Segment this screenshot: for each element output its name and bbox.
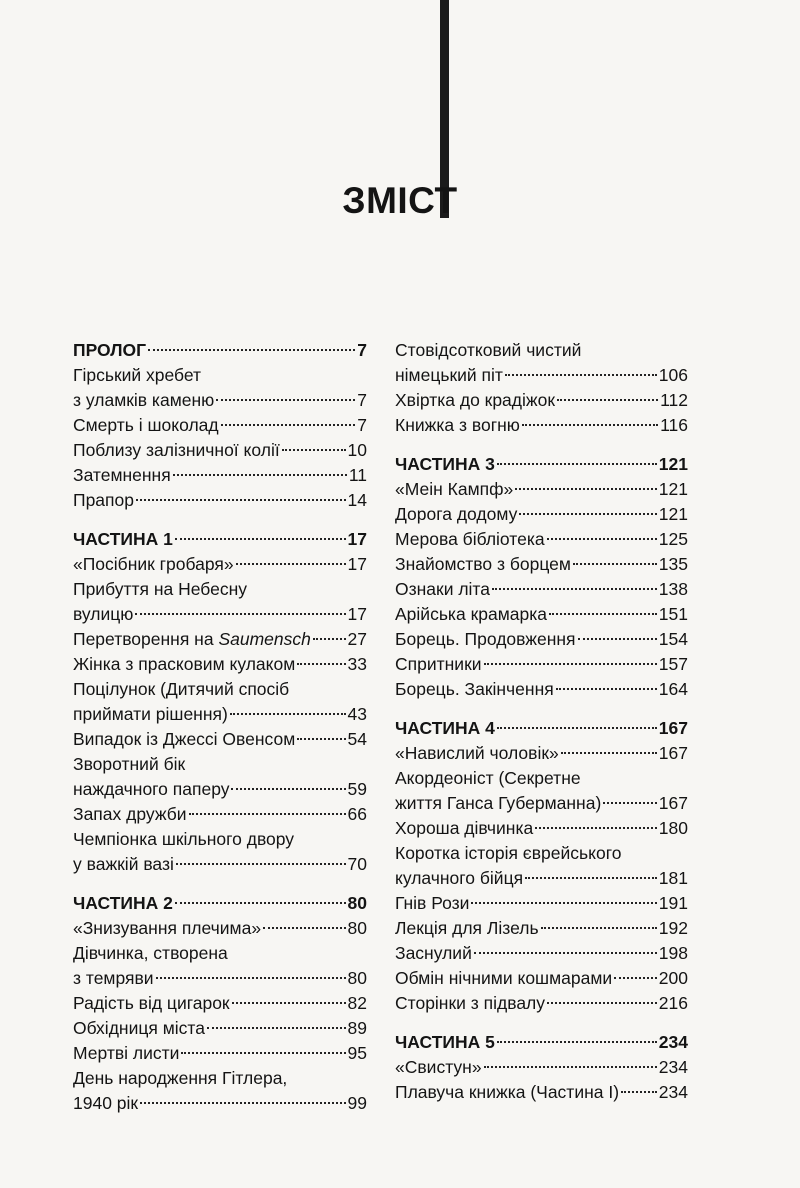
dot-leader <box>297 663 345 665</box>
toc-page-number: 95 <box>347 1043 367 1063</box>
dot-leader <box>547 1002 657 1004</box>
toc-entry-line <box>73 338 367 363</box>
toc-entry <box>395 338 688 388</box>
toc-entry-line <box>395 916 688 941</box>
toc-entry-title: Мертві листи <box>73 1043 180 1063</box>
dot-leader <box>515 488 657 490</box>
toc-entry <box>395 602 688 627</box>
dot-leader <box>561 752 657 754</box>
toc-page-number: 112 <box>660 390 688 410</box>
toc-page-number: 89 <box>347 1018 367 1038</box>
toc-entry-title: Дівчинка, створена <box>73 943 228 963</box>
toc-entry <box>395 1055 688 1080</box>
toc-entry-line <box>73 727 367 752</box>
toc-entry-line <box>395 966 688 991</box>
toc-entry-line <box>395 627 688 652</box>
toc-entry-title: Прапор <box>73 490 134 510</box>
dot-leader <box>484 1066 657 1068</box>
toc-page-number: 234 <box>658 1082 688 1102</box>
toc-entry-title: «Свистун» <box>395 1057 482 1077</box>
toc-entry-line <box>73 552 367 577</box>
toc-entry-line <box>73 916 367 941</box>
toc-entry-line <box>395 413 688 438</box>
toc-entry-title: Ознаки літа <box>395 579 490 599</box>
toc-entry <box>395 991 688 1016</box>
toc-entry <box>395 413 688 438</box>
dot-leader <box>176 863 346 865</box>
toc-entry <box>73 827 367 877</box>
toc-entry-title: Сторінки з підвалу <box>395 993 546 1013</box>
dot-leader <box>557 399 658 401</box>
dot-leader <box>207 1027 346 1029</box>
toc-page-number: 167 <box>658 718 688 738</box>
toc-entry <box>73 463 367 488</box>
dot-leader <box>549 613 657 615</box>
dot-leader <box>471 902 656 904</box>
toc-entry-title: Обмін нічними кошмарами <box>395 968 613 988</box>
toc-entry-line <box>73 438 367 463</box>
toc-entry-title: Жінка з прасковим кулаком <box>73 654 296 674</box>
toc-entry <box>395 502 688 527</box>
dot-leader <box>236 563 346 565</box>
toc-page-number: 135 <box>658 554 688 574</box>
toc-entry <box>73 552 367 577</box>
toc-entry-italic-word: Saumensch <box>218 629 311 649</box>
toc-page-number: 17 <box>347 529 367 549</box>
toc-page-number: 66 <box>347 804 367 824</box>
dot-leader <box>148 349 355 351</box>
dot-leader <box>522 424 658 426</box>
toc-part-heading <box>73 891 367 916</box>
toc-entry <box>73 627 367 652</box>
dot-leader <box>474 952 657 954</box>
toc-entry <box>73 577 367 627</box>
toc-page-number: 121 <box>658 479 688 499</box>
dot-leader <box>189 813 346 815</box>
toc-entry-line <box>395 1055 688 1080</box>
toc-page-number: 11 <box>348 465 367 485</box>
toc-entry-title: 1940 рік <box>73 1093 139 1113</box>
toc-entry-title: Смерть і шоколад <box>73 415 219 435</box>
toc-entry <box>395 477 688 502</box>
toc-entry-line <box>73 652 367 677</box>
toc-entry <box>73 413 367 438</box>
toc-entry-line <box>73 991 367 1016</box>
toc-entry-title: Спритники <box>395 654 482 674</box>
toc-entry-title: ЧАСТИНА 3 <box>395 454 495 474</box>
toc-entry-line <box>73 752 367 777</box>
toc-entry-line <box>73 577 367 602</box>
toc-entry-title: Лекція для Лізель <box>395 918 539 938</box>
toc-entry-line <box>73 966 367 991</box>
toc-entry-line <box>395 602 688 627</box>
toc-entry-title: Плавуча книжка (Частина I) <box>395 1082 620 1102</box>
dot-leader <box>541 927 657 929</box>
toc-entry <box>73 991 367 1016</box>
toc-entry <box>395 388 688 413</box>
toc-page-number: 14 <box>347 490 367 510</box>
toc-page-number: 125 <box>658 529 688 549</box>
toc-page-number: 181 <box>658 868 688 888</box>
toc-entry-title: приймати рішення) <box>73 704 228 724</box>
toc-entry-title: ЧАСТИНА 1 <box>73 529 173 549</box>
toc-entry <box>395 527 688 552</box>
dot-leader <box>230 713 346 715</box>
toc-entry <box>73 752 367 802</box>
toc-entry <box>395 816 688 841</box>
toc-entry-line <box>395 677 688 702</box>
toc-entry-line <box>73 463 367 488</box>
toc-page-number: 121 <box>658 454 688 474</box>
toc-page-number: 54 <box>347 729 367 749</box>
toc-entry-title: ЧАСТИНА 5 <box>395 1032 495 1052</box>
dot-leader <box>556 688 657 690</box>
toc-page-number: 151 <box>658 604 688 624</box>
toc-entry-line <box>395 477 688 502</box>
toc-page-number: 234 <box>658 1032 688 1052</box>
toc-entry <box>395 677 688 702</box>
toc-entry-title: Акордеоніст (Секретне <box>395 768 581 788</box>
dot-leader <box>181 1052 345 1054</box>
toc-entry <box>395 741 688 766</box>
toc-page-number: 80 <box>347 968 367 988</box>
toc-entry-line <box>73 488 367 513</box>
toc-entry-line <box>395 527 688 552</box>
toc-entry-line <box>73 852 367 877</box>
toc-page-number: 167 <box>658 793 688 813</box>
toc-entry-title: «Навислий чоловік» <box>395 743 559 763</box>
toc-entry-title: Поблизу залізничної колії <box>73 440 280 460</box>
toc-entry-title: Чемпіонка шкільного двору <box>73 829 295 849</box>
toc-page-number: 7 <box>357 415 367 435</box>
toc-entry-title: Гірський хребет <box>73 365 202 385</box>
page-title: ЗМІСТ <box>342 180 458 221</box>
toc-entry-title: наждачного паперу <box>73 779 230 799</box>
dot-leader <box>175 902 346 904</box>
toc-right-column <box>395 338 688 1105</box>
dot-leader <box>525 877 657 879</box>
toc-entry-title: у важкій вазі <box>73 854 174 874</box>
toc-page-number: 106 <box>658 365 688 385</box>
toc-page-number: 180 <box>658 818 688 838</box>
toc-entry-line <box>395 891 688 916</box>
toc-entry-title: ЧАСТИНА 4 <box>395 718 495 738</box>
dot-leader <box>484 663 657 665</box>
toc-entry <box>73 941 367 991</box>
toc-entry-line <box>73 1041 367 1066</box>
dot-leader <box>173 474 347 476</box>
toc-entry <box>73 727 367 752</box>
toc-entry-line <box>73 702 367 727</box>
toc-entry <box>395 841 688 891</box>
toc-page-number: 167 <box>658 743 688 763</box>
toc-page-number: 116 <box>660 415 688 435</box>
toc-page-number: 164 <box>658 679 688 699</box>
toc-entry-line <box>73 941 367 966</box>
toc-entry-title: «Меін Кампф» <box>395 479 514 499</box>
dot-leader <box>135 613 345 615</box>
toc-entry <box>73 677 367 727</box>
toc-page-number: 80 <box>347 918 367 938</box>
dot-leader <box>282 449 346 451</box>
toc-page-number: 43 <box>347 704 367 724</box>
toc-entry <box>73 1041 367 1066</box>
toc-entry-title: Книжка з вогню <box>395 415 520 435</box>
dot-leader <box>263 927 345 929</box>
toc-entry-line <box>395 841 688 866</box>
toc-page-number: 10 <box>347 440 367 460</box>
toc-page-number: 198 <box>658 943 688 963</box>
toc-entry-line <box>73 1016 367 1041</box>
toc-entry-line <box>395 991 688 1016</box>
toc-entry-line <box>73 677 367 702</box>
toc-page-number: 99 <box>347 1093 367 1113</box>
toc-part-heading <box>395 1030 688 1055</box>
toc-entry-line <box>73 1091 367 1116</box>
toc-entry-title: День народження Гітлера, <box>73 1068 288 1088</box>
toc-page-number: 200 <box>658 968 688 988</box>
toc-entry-title: Радість від цигарок <box>73 993 230 1013</box>
toc-entry-title: Випадок із Джессі Овенсом <box>73 729 296 749</box>
toc-entry-line <box>395 716 688 741</box>
toc-entry-line <box>395 1030 688 1055</box>
toc-page-number: 191 <box>658 893 688 913</box>
dot-leader <box>547 538 657 540</box>
toc-entry <box>395 891 688 916</box>
toc-entry-title: Хвіртка до крадіжок <box>395 390 555 410</box>
toc-part-heading <box>73 338 367 363</box>
toc-entry-title: Борець. Продовження <box>395 629 576 649</box>
toc-page-number: 82 <box>347 993 367 1013</box>
toc-entry-line <box>395 741 688 766</box>
toc-entry-title: Затемнення <box>73 465 171 485</box>
toc-entry-title: Борець. Закінчення <box>395 679 554 699</box>
toc-entry <box>73 652 367 677</box>
toc-entry-line <box>395 388 688 413</box>
toc-entry-line <box>73 627 367 652</box>
toc-entry-title: кулачного бійця <box>395 868 524 888</box>
toc-entry <box>73 1066 367 1116</box>
dot-leader <box>603 802 657 804</box>
toc-entry-title: Запах дружби <box>73 804 187 824</box>
toc-entry-title: Прибуття на Небесну <box>73 579 248 599</box>
toc-page-number: 59 <box>347 779 367 799</box>
toc-entry <box>395 552 688 577</box>
toc-entry <box>395 652 688 677</box>
toc-entry-line <box>73 602 367 627</box>
toc-entry-line <box>73 363 367 388</box>
dot-leader <box>614 977 657 979</box>
toc-entry <box>73 802 367 827</box>
dot-leader <box>535 827 657 829</box>
toc-page-number: 192 <box>658 918 688 938</box>
toc-entry <box>73 1016 367 1041</box>
toc-entry-line <box>73 891 367 916</box>
toc-entry-line <box>73 1066 367 1091</box>
toc-entry-line <box>73 827 367 852</box>
dot-leader <box>221 424 356 426</box>
toc-entry-title: Гнів Рози <box>395 893 470 913</box>
toc-entry <box>395 966 688 991</box>
dot-leader <box>519 513 656 515</box>
toc-entry-line <box>73 777 367 802</box>
toc-entry-line <box>395 502 688 527</box>
toc-entry <box>73 438 367 463</box>
toc-entry <box>395 916 688 941</box>
toc-page-number: 7 <box>357 390 367 410</box>
toc-entry-title: Перетворення на Saumensch <box>73 629 311 649</box>
toc-page-number: 33 <box>347 654 367 674</box>
dot-leader <box>497 463 657 465</box>
toc-entry-line <box>395 766 688 791</box>
toc-entry-line <box>395 452 688 477</box>
toc-entry-line <box>395 577 688 602</box>
toc-entry-title: Зворотний бік <box>73 754 186 774</box>
toc-entry-line <box>395 816 688 841</box>
dot-leader <box>313 638 346 640</box>
toc-entry-title: Арійська крамарка <box>395 604 547 624</box>
dot-leader <box>497 727 657 729</box>
dot-leader <box>497 1041 657 1043</box>
toc-entry-line <box>395 338 688 363</box>
toc-page-number: 80 <box>347 893 367 913</box>
dot-leader <box>140 1102 345 1104</box>
toc-entry <box>73 488 367 513</box>
toc-entry <box>395 766 688 816</box>
toc-entry-line <box>395 941 688 966</box>
toc-entry <box>73 363 367 413</box>
toc-entry-line <box>395 552 688 577</box>
dot-leader <box>136 499 346 501</box>
toc-page-number: 121 <box>658 504 688 524</box>
dot-leader <box>156 977 346 979</box>
toc-entry-line <box>73 388 367 413</box>
toc-entry-title: Обхідниця міста <box>73 1018 205 1038</box>
dot-leader <box>492 588 657 590</box>
toc-entry-title: Дорога додому <box>395 504 518 524</box>
dot-leader <box>621 1091 657 1093</box>
toc-entry-line <box>73 527 367 552</box>
toc-page-number: 7 <box>357 340 367 360</box>
dot-leader <box>578 638 657 640</box>
toc-entry-title: ЧАСТИНА 2 <box>73 893 173 913</box>
toc-part-heading <box>73 527 367 552</box>
toc-entry-title: Знайомство з борцем <box>395 554 571 574</box>
toc-entry <box>395 1080 688 1105</box>
toc-page-number: 27 <box>347 629 367 649</box>
toc-entry <box>395 627 688 652</box>
dot-leader <box>231 788 345 790</box>
toc-entry-title: Мерова бібліотека <box>395 529 545 549</box>
toc-entry-title: Хороша дівчинка <box>395 818 534 838</box>
toc-page-number: 216 <box>658 993 688 1013</box>
toc-page-number: 234 <box>658 1057 688 1077</box>
toc-entry-title: вулицю <box>73 604 134 624</box>
toc-entry-line <box>395 1080 688 1105</box>
toc-entry-title: з темряви <box>73 968 154 988</box>
toc-entry <box>395 941 688 966</box>
toc-entry-title: Заснулий <box>395 943 472 963</box>
toc-entry-line <box>395 791 688 816</box>
toc-entry-title: «Посібник гробаря» <box>73 554 234 574</box>
toc-entry <box>73 916 367 941</box>
toc-entry-line <box>73 802 367 827</box>
toc-entry-line <box>395 363 688 388</box>
toc-page-number: 17 <box>347 604 367 624</box>
toc-entry-title: з уламків каменю <box>73 390 215 410</box>
toc-entry-line <box>395 866 688 891</box>
toc-entry-line <box>395 652 688 677</box>
dot-leader <box>573 563 657 565</box>
toc-left-column <box>73 338 367 1116</box>
toc-entry-title: Коротка історія єврейського <box>395 843 622 863</box>
dot-leader <box>216 399 355 401</box>
toc-entry-title: німецький піт <box>395 365 503 385</box>
toc-page-number: 138 <box>658 579 688 599</box>
toc-entry-title: Стовідсотковий чистий <box>395 340 582 360</box>
toc-page-number: 154 <box>658 629 688 649</box>
toc-entry <box>395 577 688 602</box>
toc-page-number: 17 <box>347 554 367 574</box>
toc-entry-line <box>73 413 367 438</box>
toc-entry-title: «Знизування плечима» <box>73 918 262 938</box>
toc-entry-title: ПРОЛОГ <box>73 340 147 360</box>
dot-leader <box>232 1002 346 1004</box>
toc-part-heading <box>395 452 688 477</box>
toc-part-heading <box>395 716 688 741</box>
toc-page-number: 157 <box>658 654 688 674</box>
dot-leader <box>175 538 346 540</box>
dot-leader <box>505 374 657 376</box>
toc-page-number: 70 <box>347 854 367 874</box>
dot-leader <box>297 738 345 740</box>
toc-entry-title: життя Ганса Губерманна) <box>395 793 602 813</box>
toc-entry-title: Поцілунок (Дитячий спосіб <box>73 679 290 699</box>
